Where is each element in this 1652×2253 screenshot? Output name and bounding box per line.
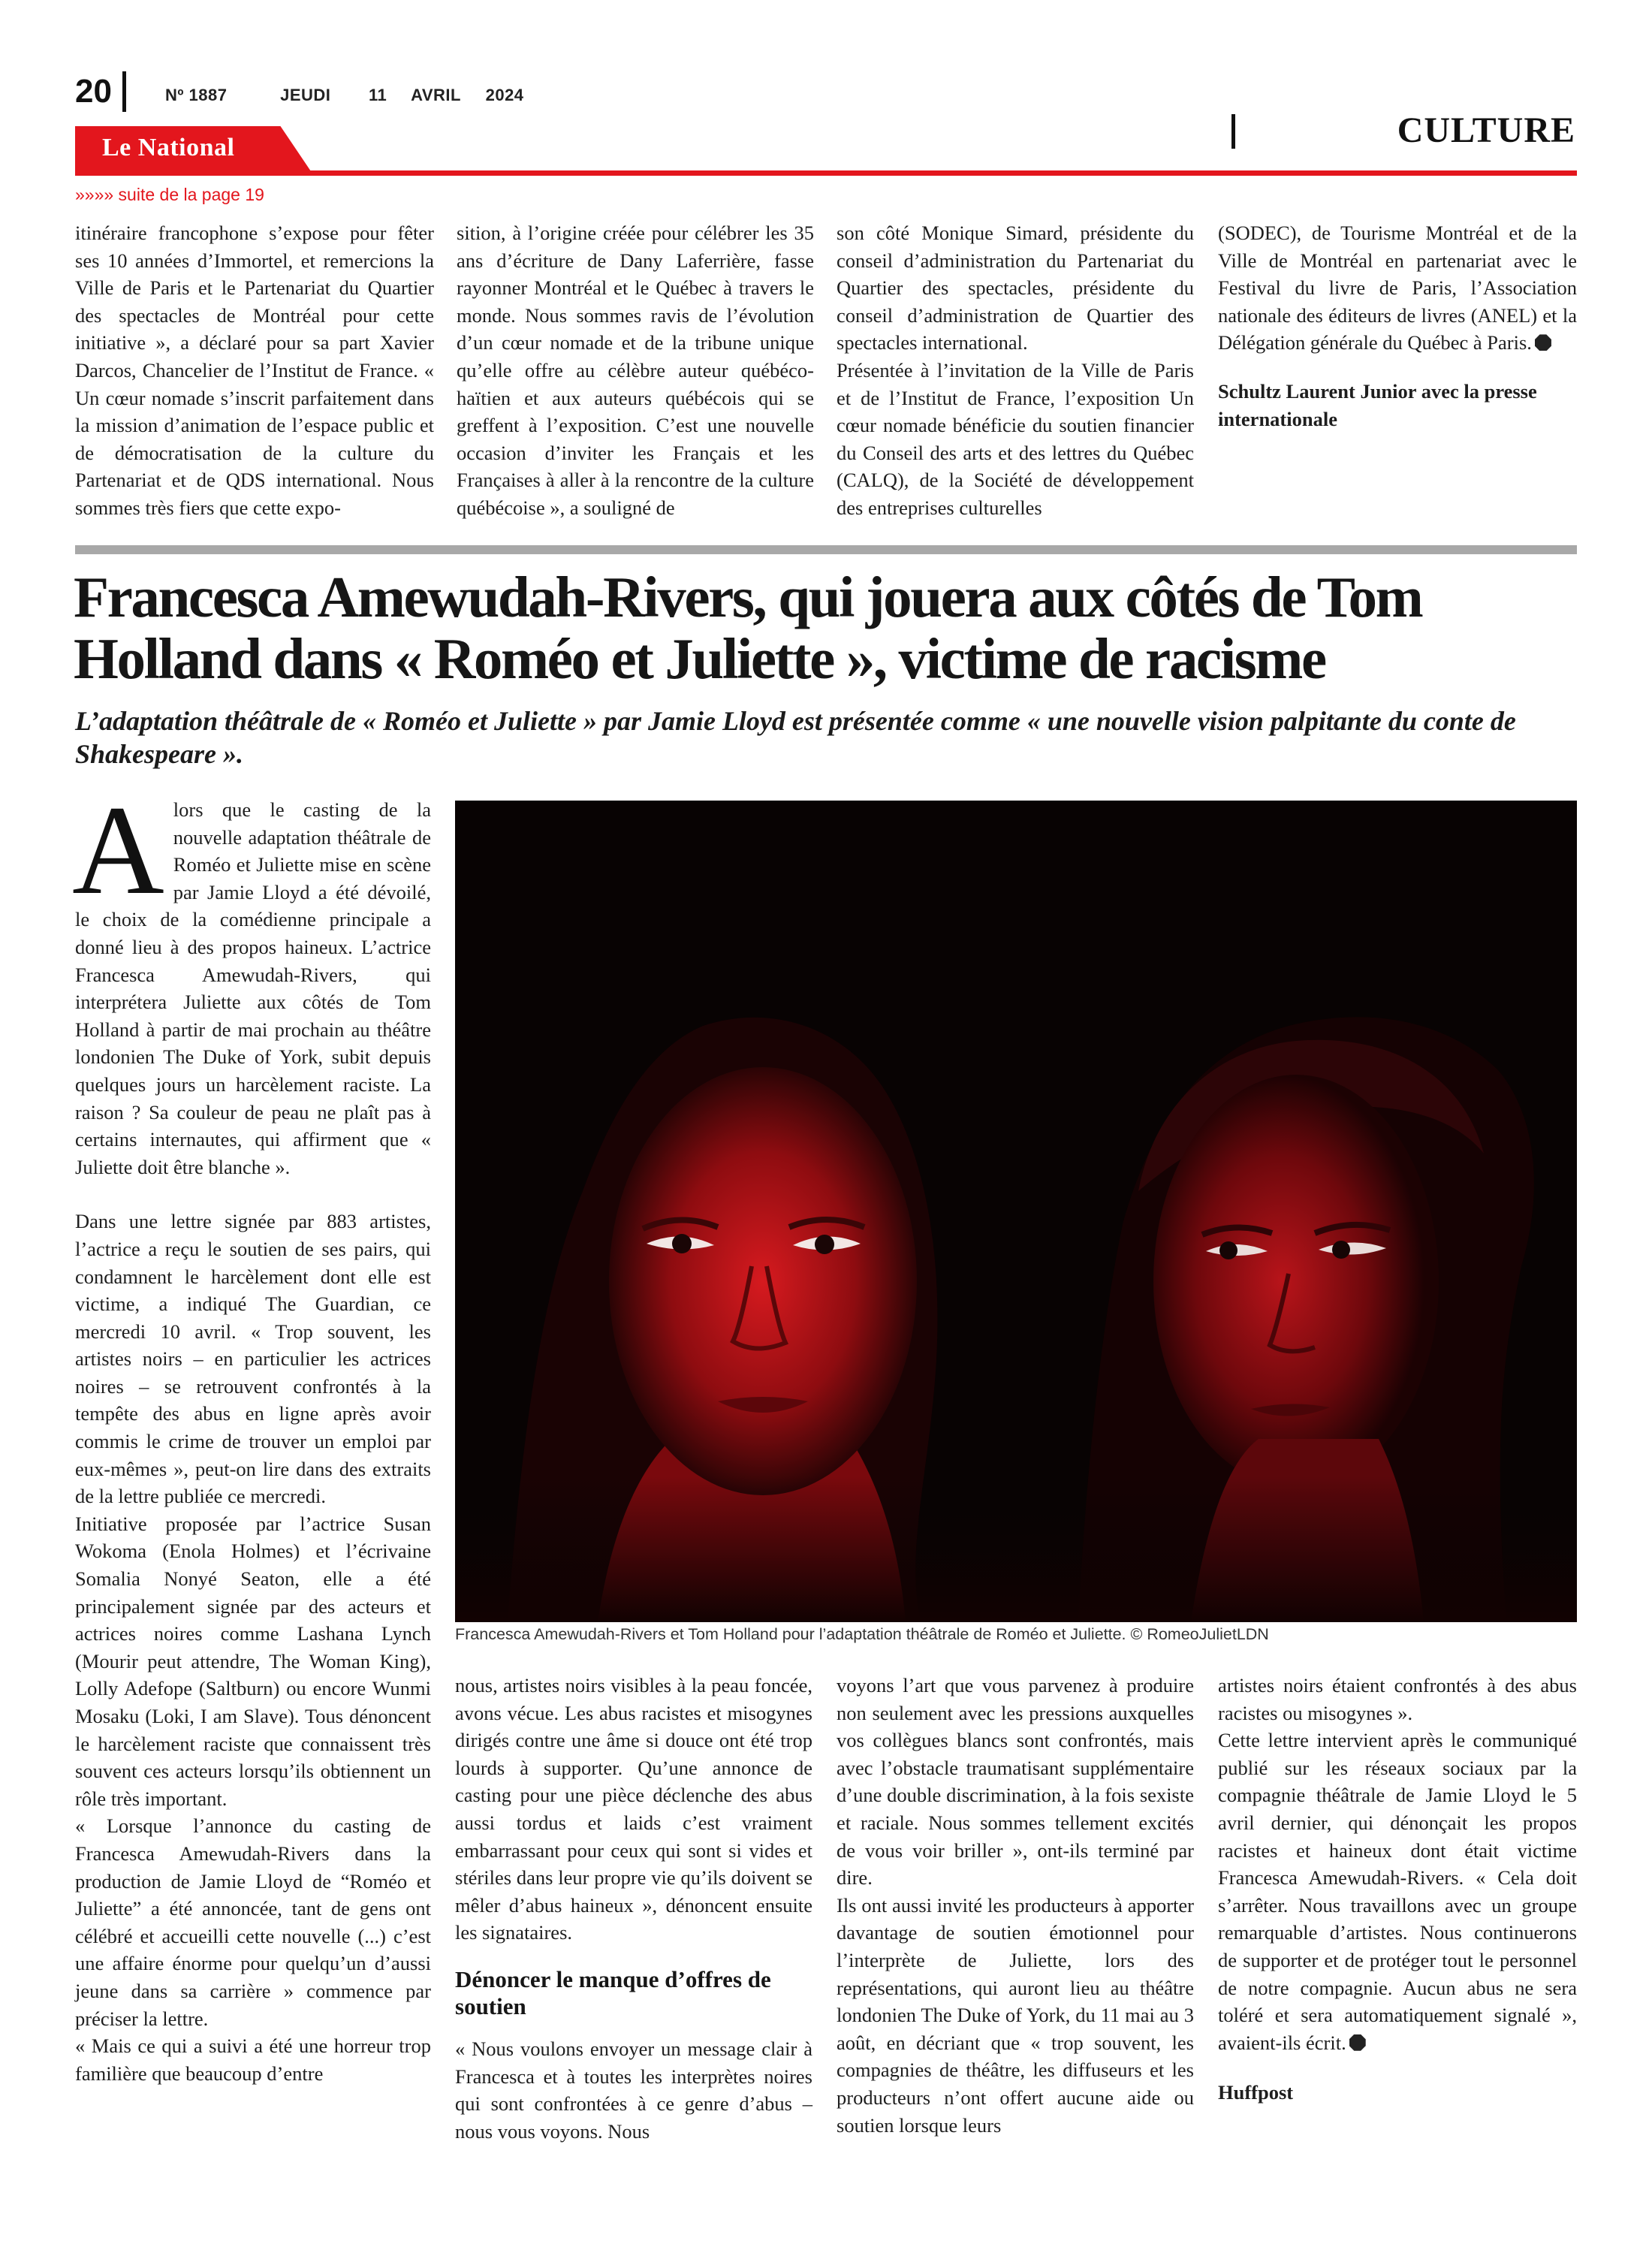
paragraph: Présentée à l’invitation de la Ville de Paris et de l’Institut de France, l’exposition Un cœur nomade bénéficie du soutien financier du Conseil des arts et des lettres du Québec (CALQ), de la Société de développement des entreprises culturelles	[837, 358, 1194, 519]
photo-caption: Francesca Amewudah-Rivers et Tom Holland pour l’adaptation théâtrale de Roméo et Juliette. © RomeoJulietLDN	[455, 1625, 1269, 1643]
issue-number: Nº 1887	[165, 86, 228, 104]
section-title: CULTURE	[1397, 110, 1575, 150]
article-subheading: Dénoncer le manque d’offres de soutien	[455, 1965, 771, 2019]
end-of-article-icon	[1349, 2034, 1366, 2051]
paragraph: « Nous voulons envoyer un message clair à Francesca et à toutes les interprètes noires qui sont confrontées à ce genre d’abus – nous vous voyons. Nous	[455, 2037, 812, 2143]
date-year: 2024	[485, 86, 524, 104]
drop-cap: A	[72, 780, 164, 921]
paragraph-text: Cette lettre intervient après le communiqué publié sur les réseaux sociaux par la compagnie théâtrale de Jamie Lloyd le 5 avril dernier, qui dénonçait les propos racistes et haineux dont était victime Francesca Amewudah-Rivers. « Cela doit s’arrêter. Nous travaillons avec un groupe remarquable d’artistes. Nous continuerons de supporter et de protéger tout le personnel de notre compagnie. Aucun abus ne sera toléré et sera automatiquement signalé », avaient-ils écrit.	[1218, 1729, 1577, 2054]
paragraph: voyons l’art que vous parvenez à produire non seulement avec les pressions auxquelles vos collègues blancs sont confrontés, mais avec l’obstacle traumatisant supplémentaire d’une double discrimination, à la fois sexiste et raciale. Nous sommes tellement excités de vous voir briller », ont-ils terminé par dire.	[837, 1674, 1194, 1890]
paragraph: son côté Monique Simard, présidente du conseil d’administration du Partenariat du Quartier des spectacles, présidente du conseil d’administration de Quartier des spectacles international.	[837, 222, 1194, 354]
article-column-3	[837, 1672, 1194, 2139]
article-separator	[75, 545, 1577, 554]
continued-article-column-4	[1218, 219, 1577, 433]
page-header	[75, 69, 126, 114]
continued-article-column-3	[837, 219, 1194, 522]
article-column-2	[455, 1672, 812, 2145]
article-headline: Francesca Amewudah-Rivers, qui jouera aux côtés de Tom Holland dans « Roméo et Juliette », victime de racisme	[74, 565, 1422, 691]
page-number: 20	[75, 73, 112, 110]
lead-paragraph	[72, 780, 431, 1181]
weekday: JEUDI	[280, 86, 331, 104]
article-photo	[455, 801, 1577, 1622]
paragraph: « Lorsque l’annonce du casting de Francesca Amewudah-Rivers dans la production de Jamie Lloyd de “Roméo et Juliette” a été annoncée, tant de gens ont célébré et accueilli cette nouvelle (...) c’est une affaire énorme pour quelqu’un d’aussi jeune dans sa carrière » commence par préciser la lettre.	[75, 1814, 431, 2030]
article-column-1	[72, 780, 431, 2087]
header-divider	[122, 71, 126, 112]
issue-date-line	[165, 86, 544, 105]
paragraph: artistes noirs étaient confrontés à des abus racistes ou misogynes ».	[1218, 1674, 1577, 1724]
article-standfirst: L’adaptation théâtrale de « Roméo et Juliette » par Jamie Lloyd est présentée comme « une nouvelle vision palpitante du conte de Shakespeare ».	[75, 706, 1516, 769]
paragraph: Ils ont aussi invité les producteurs à apporter davantage de soutien émotionnel pour l’interprète de Juliette, lors des représentations, qui auront lieu au théâtre londonien The Duke of York, du 11 mai au 3 août, en décriant que « trop souvent, les compagnies de théâtre, les diffuseurs et les producteurs n’ont offert aucune aide ou soutien lorsque leurs	[837, 1893, 1194, 2137]
paragraph: nous, artistes noirs visibles à la peau foncée, avons vécue. Les abus racistes et misogynes dirigés contre une âme si douce ont été trop lourds à supporter. Qu’une annonce de casting pour une pièce déclenche des abus aussi tordus et laids c’est vraiment embarrassant pour ceux qui sont si vides et stériles dans leur propre vie qu’ils doivent se mêler d’abus haineux », dénoncent ensuite les signataires.	[455, 1674, 812, 1944]
paragraph: Initiative proposée par l’actrice Susan Wokoma (Enola Holmes) et l’écrivaine Somalia Nonyé Seaton, elle a été principalement signée par des acteurs et actrices noires comme Lashana Lynch (Mourir peut attendre, The Woman King), Lolly Adefope (Saltburn) ou encore Wunmi Mosaku (Loki, I am Slave). Tous dénoncent le harcèlement raciste que connaissent très souvent ces acteurs lorsqu’ils obtiennent un rôle très important.	[75, 1512, 431, 1810]
article-source: Huffpost	[1218, 2081, 1294, 2104]
article-byline: Schultz Laurent Junior avec la presse internationale	[1218, 379, 1537, 430]
end-of-article-icon	[1535, 334, 1551, 351]
paragraph	[1218, 219, 1577, 357]
section-divider	[1231, 114, 1235, 149]
continued-article-column-2	[457, 219, 814, 522]
paragraph-text: (SODEC), de Tourisme Montréal et de la Ville de Montréal en partenariat avec le Festival du livre de Paris, l’Association nationale des éditeurs de livres (ANEL) et la Délégation générale du Québec à Paris.	[1218, 222, 1577, 354]
article-column-4	[1218, 1672, 1577, 2107]
paragraph: « Mais ce qui a suivi a été une horreur trop familière que beaucoup d’entre	[75, 2034, 431, 2085]
paragraph	[1218, 1727, 1577, 2056]
photo-illustration	[455, 801, 1577, 1622]
paragraph-text: lors que le casting de la nouvelle adaptation théâtrale de Roméo et Juliette mise en scène par Jamie Lloyd a été dévoilé, le choix de la comédienne principale a donné lieu à des propos haineux. L’actrice Francesca Amewudah-Rivers, qui interprétera Juliette aux côtés de Tom Holland à partir de mai prochain au théâtre londonien The Duke of York, subit depuis quelques jours un harcèlement raciste. La raison ? Sa couleur de peau ne plaît pas à certains internautes, qui affirment que « Juliette doit être blanche ».	[75, 798, 431, 1178]
paragraph: sition, à l’origine créée pour célébrer les 35 ans d’écriture de Dany Laferrière, fasse rayonner Montréal et le Québec à travers le monde. Nous sommes ravis de l’évolution d’un cœur nomade et de la tribune unique qu’elle offre au célèbre auteur québéco-haïtien et aux auteurs québécois qui se greffent à l’exposition. C’est une nouvelle occasion d’inviter les Français et les Françaises à aller à la rencontre de la culture québécoise », a souligné de	[457, 222, 814, 519]
paragraph: itinéraire francophone s’expose pour fêter ses 10 années d’Immortel, et remercions la Ville de Paris et le Partenariat du Quartier des spectacles de Montréal pour cette initiative », a déclaré pour sa part Xavier Darcos, Chancelier de l’Institut de France. « Un cœur nomade s’inscrit parfaitement dans la mission d’animation de l’espace public et de démocratisation de la culture du Partenariat et de QDS international. Nous sommes très fiers que cette expo-	[75, 222, 434, 519]
continued-from-link[interactable]: »»»» suite de la page 19	[75, 185, 264, 204]
date-day: 11	[369, 86, 387, 104]
continued-article-column-1	[75, 219, 434, 522]
newspaper-logo: Le National	[102, 134, 235, 161]
date-month: AVRIL	[411, 86, 461, 104]
paragraph: Dans une lettre signée par 883 artistes, l’actrice a reçu le soutien de ses pairs, qui condamnent le harcèlement dont elle est victime, a indiqué The Guardian, ce mercredi 10 avril. « Trop souvent, les artistes noirs – en particulier les actrices noires – se retrouvent confrontés à la tempête des abus en ligne après avoir commis le crime de trouver un emploi par eux-mêmes », peut-on lire dans des extraits de la lettre publiée ce mercredi.	[75, 1210, 431, 1508]
